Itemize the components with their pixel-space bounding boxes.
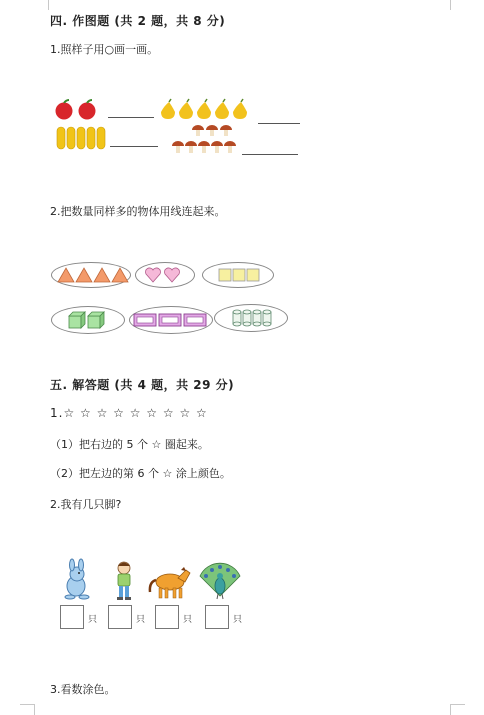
mushroom-icon: [211, 141, 223, 153]
apple-icon: [79, 100, 96, 120]
answer-box-rabbit[interactable]: [60, 605, 84, 629]
crop-mark-top-left: [34, 0, 49, 10]
unit-label: 只: [183, 615, 193, 625]
mushroom-icon: [220, 125, 232, 136]
cylinder-shape: [243, 310, 251, 326]
peacock-illustration: [198, 562, 242, 600]
question-5-1-stars[interactable]: 1.☆ ☆ ☆ ☆ ☆ ☆ ☆ ☆ ☆: [50, 406, 208, 420]
triangle-shape: [58, 268, 74, 282]
heart-group: [144, 267, 188, 283]
triangle-group: [57, 267, 127, 283]
answer-line-mushrooms[interactable]: [242, 154, 298, 155]
answer-line-pears[interactable]: [258, 123, 300, 124]
cylinder-group: [232, 309, 276, 327]
heart-shape: [164, 268, 179, 282]
cylinder-shape: [263, 310, 271, 326]
cylinder-shape: [233, 310, 241, 326]
apple-group: [54, 100, 100, 120]
question-5-2-text: 2.我有几只脚?: [50, 498, 122, 511]
question-4-1-text: 1.照样子用○画一画。: [50, 43, 159, 56]
unit-label: 只: [136, 615, 146, 625]
pear-icon: [179, 102, 193, 119]
pear-icon: [233, 102, 247, 119]
mushroom-icon: [206, 125, 218, 136]
heart-shape: [145, 268, 160, 282]
cylinder-shape: [253, 310, 261, 326]
square-shape: [219, 269, 231, 281]
pear-group: [160, 100, 256, 120]
mushroom-group: [170, 124, 240, 156]
crop-mark-top-right: [450, 0, 465, 10]
question-5-1-part-1: （1）把右边的 5 个 ☆ 圈起来。: [50, 438, 209, 451]
mushroom-icon: [192, 125, 204, 136]
answer-line-bananas[interactable]: [110, 146, 158, 147]
triangle-shape: [76, 268, 92, 282]
cube-shape: [88, 312, 104, 328]
answer-box-peacock[interactable]: [205, 605, 229, 629]
banana-icon: [57, 127, 65, 149]
banana-icon: [87, 127, 95, 149]
crop-mark-bottom-left: [20, 704, 35, 715]
unit-label: 只: [88, 615, 98, 625]
mushroom-row-top: [192, 125, 232, 136]
apple-icon: [56, 100, 73, 120]
boy-illustration: [112, 561, 136, 601]
square-group: [218, 268, 262, 282]
section-4-title: 四. 作图题 (共 2 题，共 8 分): [50, 14, 226, 28]
question-4-2-text: 2.把数量同样多的物体用线连起来。: [50, 205, 226, 218]
section-5-title: 五. 解答题 (共 4 题，共 29 分): [50, 378, 235, 392]
cube-shape: [69, 312, 85, 328]
mushroom-icon: [172, 141, 184, 153]
question-5-3-text: 3.看数涂色。: [50, 683, 116, 696]
crop-mark-bottom-right: [450, 704, 465, 715]
banana-icon: [77, 127, 85, 149]
square-shape: [247, 269, 259, 281]
unit-label: 只: [233, 615, 243, 625]
pear-icon: [161, 102, 175, 119]
rabbit-illustration: [62, 562, 96, 600]
pear-icon: [197, 102, 211, 119]
pear-icon: [215, 102, 229, 119]
banana-icon: [97, 127, 105, 149]
banana-icon: [67, 127, 75, 149]
triangle-shape: [112, 268, 128, 282]
answer-box-boy[interactable]: [108, 605, 132, 629]
mushroom-icon: [185, 141, 197, 153]
answer-box-horse[interactable]: [155, 605, 179, 629]
horse-illustration: [148, 566, 192, 600]
square-shape: [233, 269, 245, 281]
question-5-1-part-2: （2）把左边的第 6 个 ☆ 涂上颜色。: [50, 467, 231, 480]
mushroom-row-bottom: [172, 141, 236, 153]
banana-group: [56, 126, 108, 150]
mushroom-icon: [198, 141, 210, 153]
triangle-shape: [94, 268, 110, 282]
cube-group: [68, 311, 108, 329]
mushroom-icon: [224, 141, 236, 153]
answer-line-apples[interactable]: [108, 117, 154, 118]
rectangle-group: [133, 313, 209, 327]
